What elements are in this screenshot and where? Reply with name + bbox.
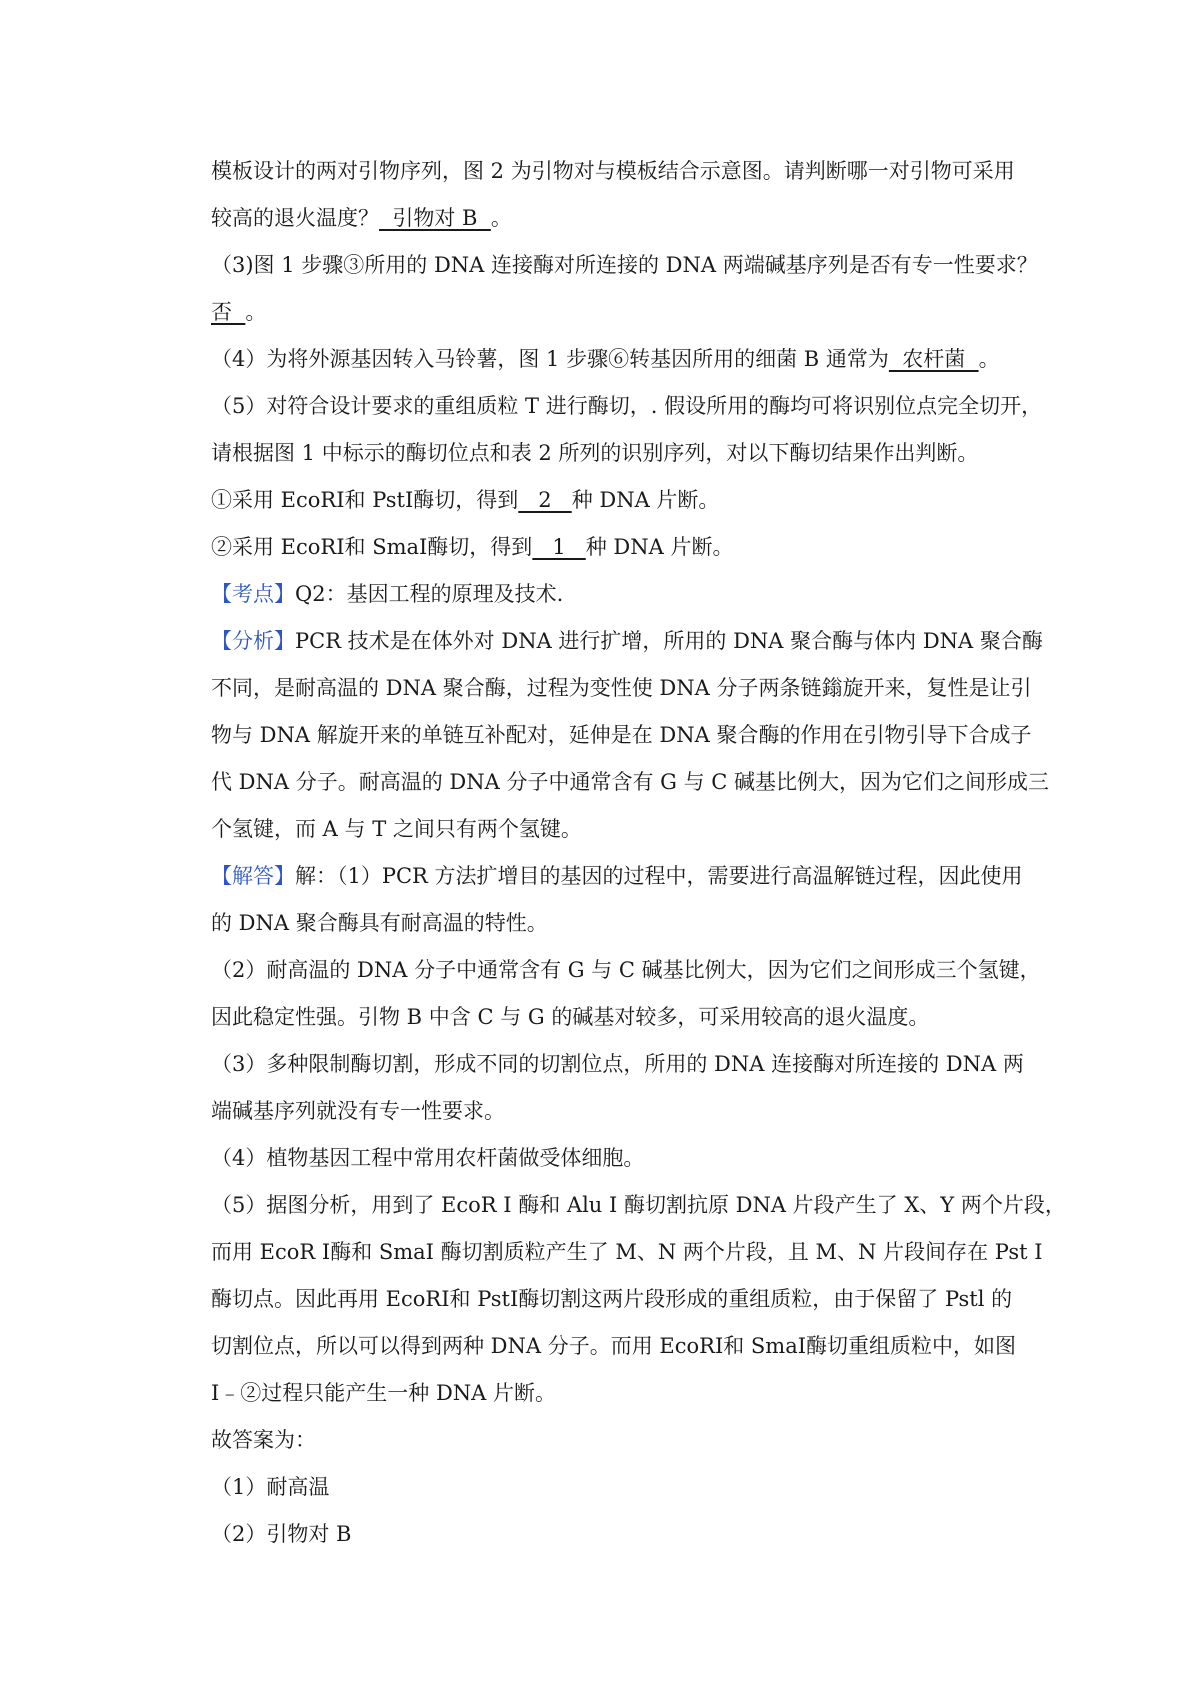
text-line: 端碱基序列就没有专一性要求。 bbox=[211, 1099, 505, 1123]
text-line: 不同，是耐高温的 DNA 聚合酶，过程为变性使 DNA 分子两条链鎓旋开来，复性是让引 bbox=[211, 676, 1032, 700]
text-line: 请根据图 1 中标示的酶切位点和表 2 所列的识别序列，对以下酶切结果作出判断。 bbox=[211, 441, 979, 465]
text-line: 酶切点。因此再用 EcoRⅠ和 PstⅠ酶切割这两片段形成的重组质粒，由于保留了 Pstl 的 bbox=[211, 1287, 1013, 1311]
kaodian-line bbox=[211, 571, 1026, 618]
text-line: 而用 EcoR Ⅰ酶和 SmaI 酶切割质粒产生了 M、N 两个片段，且 M、N 片段间存在 Pst Ⅰ bbox=[211, 1240, 1043, 1264]
answer-line bbox=[211, 289, 1026, 336]
question-text: （4）为将外源基因转入马铃薯，图 1 步骤⑥转基因所用的细菌 B 通常为 bbox=[211, 347, 889, 371]
jieda-line bbox=[211, 853, 1026, 900]
jieda-tag: 【解答】 bbox=[211, 864, 295, 888]
final-answer-2: （2）引物对 B bbox=[211, 1522, 352, 1546]
question-text: 种 DNA 片断。 bbox=[585, 535, 734, 559]
fenxi-text: PCR 技术是在体外对 DNA 进行扩增，所用的 DNA 聚合酶与体内 DNA 聚合酶 bbox=[295, 629, 1043, 653]
fenxi-line bbox=[211, 618, 1043, 665]
kaodian-text: Q2：基因工程的原理及技术. bbox=[295, 582, 564, 606]
answer-blank: 农杆菌 bbox=[888, 347, 979, 371]
jieda-text: 解：（1）PCR 方法扩增目的基因的过程中，需要进行高温解链过程，因此使用 bbox=[295, 864, 1023, 888]
text-line: （3)图 1 步骤③所用的 DNA 连接酶对所连接的 DNA 两端碱基序列是否有专一性要求？ bbox=[211, 253, 1038, 277]
final-answer-1: （1）耐高温 bbox=[211, 1475, 330, 1499]
answer-blank: 2 bbox=[518, 488, 572, 512]
text-line: 切割位点，所以可以得到两种 DNA 分子。而用 EcoRⅠ和 SmaⅠ酶切重组质粒中，如图 bbox=[211, 1334, 1017, 1358]
answer-line bbox=[211, 477, 1026, 524]
kaodian-tag: 【考点】 bbox=[211, 582, 295, 606]
question-text: ①采用 EcoRⅠ和 PstⅠ酶切，得到 bbox=[211, 488, 519, 512]
punctuation: 。 bbox=[490, 206, 512, 230]
question-text: 种 DNA 片断。 bbox=[571, 488, 720, 512]
text-line: （4）植物基因工程中常用农杆菌做受体细胞。 bbox=[211, 1146, 645, 1170]
answer-blank: 否 bbox=[211, 300, 246, 324]
text-line: 个氢键，而 A 与 T 之间只有两个氢键。 bbox=[211, 817, 582, 841]
text-line: （3）多种限制酶切割，形成不同的切割位点，所用的 DNA 连接酶对所连接的 DNA 两 bbox=[211, 1052, 1024, 1076]
answer-blank: 引物对 B bbox=[379, 206, 491, 230]
text-line: （5）对符合设计要求的重组质粒 T 进行酶切，. 假设所用的酶均可将识别位点完全切开， bbox=[211, 394, 1043, 418]
answer-line bbox=[211, 336, 1026, 383]
question-text: ②采用 EcoRⅠ和 SmaⅠ酶切，得到 bbox=[211, 535, 533, 559]
text-line: 模板设计的两对引物序列，图 2 为引物对与模板结合示意图。请判断哪一对引物可采用 bbox=[211, 159, 1015, 183]
fenxi-tag: 【分析】 bbox=[211, 629, 295, 653]
document-page bbox=[211, 148, 1066, 1558]
question-text: 较高的退火温度？ bbox=[211, 206, 379, 230]
text-line: 物与 DNA 解旋开来的单链互补配对，延伸是在 DNA 聚合酶的作用在引物引导下合成子 bbox=[211, 723, 1032, 747]
text-line: （2）耐高温的 DNA 分子中通常含有 G 与 C 碱基比例大，因为它们之间形成三个氢键， bbox=[211, 958, 1041, 982]
answer-line bbox=[211, 524, 1026, 571]
text-line: （5）据图分析，用到了 EcoR I 酶和 Alu I 酶切割抗原 DNA 片段产生了 X、Y 两个片段， bbox=[211, 1193, 1066, 1217]
answer-blank: 1 bbox=[532, 535, 586, 559]
text-line: 代 DNA 分子。耐高温的 DNA 分子中通常含有 G 与 C 碱基比例大，因为它们之间形成三 bbox=[211, 770, 1049, 794]
punctuation: 。 bbox=[978, 347, 1000, 371]
text-line: I﹣②过程只能产生一种 DNA 片断。 bbox=[211, 1381, 557, 1405]
text-line: 的 DNA 聚合酶具有耐高温的特性。 bbox=[211, 911, 548, 935]
answer-line bbox=[211, 195, 1026, 242]
text-line: 因此稳定性强。引物 B 中含 C 与 G 的碱基对较多，可采用较高的退火温度。 bbox=[211, 1005, 930, 1029]
punctuation: 。 bbox=[245, 300, 267, 324]
answer-heading: 故答案为： bbox=[211, 1428, 316, 1452]
